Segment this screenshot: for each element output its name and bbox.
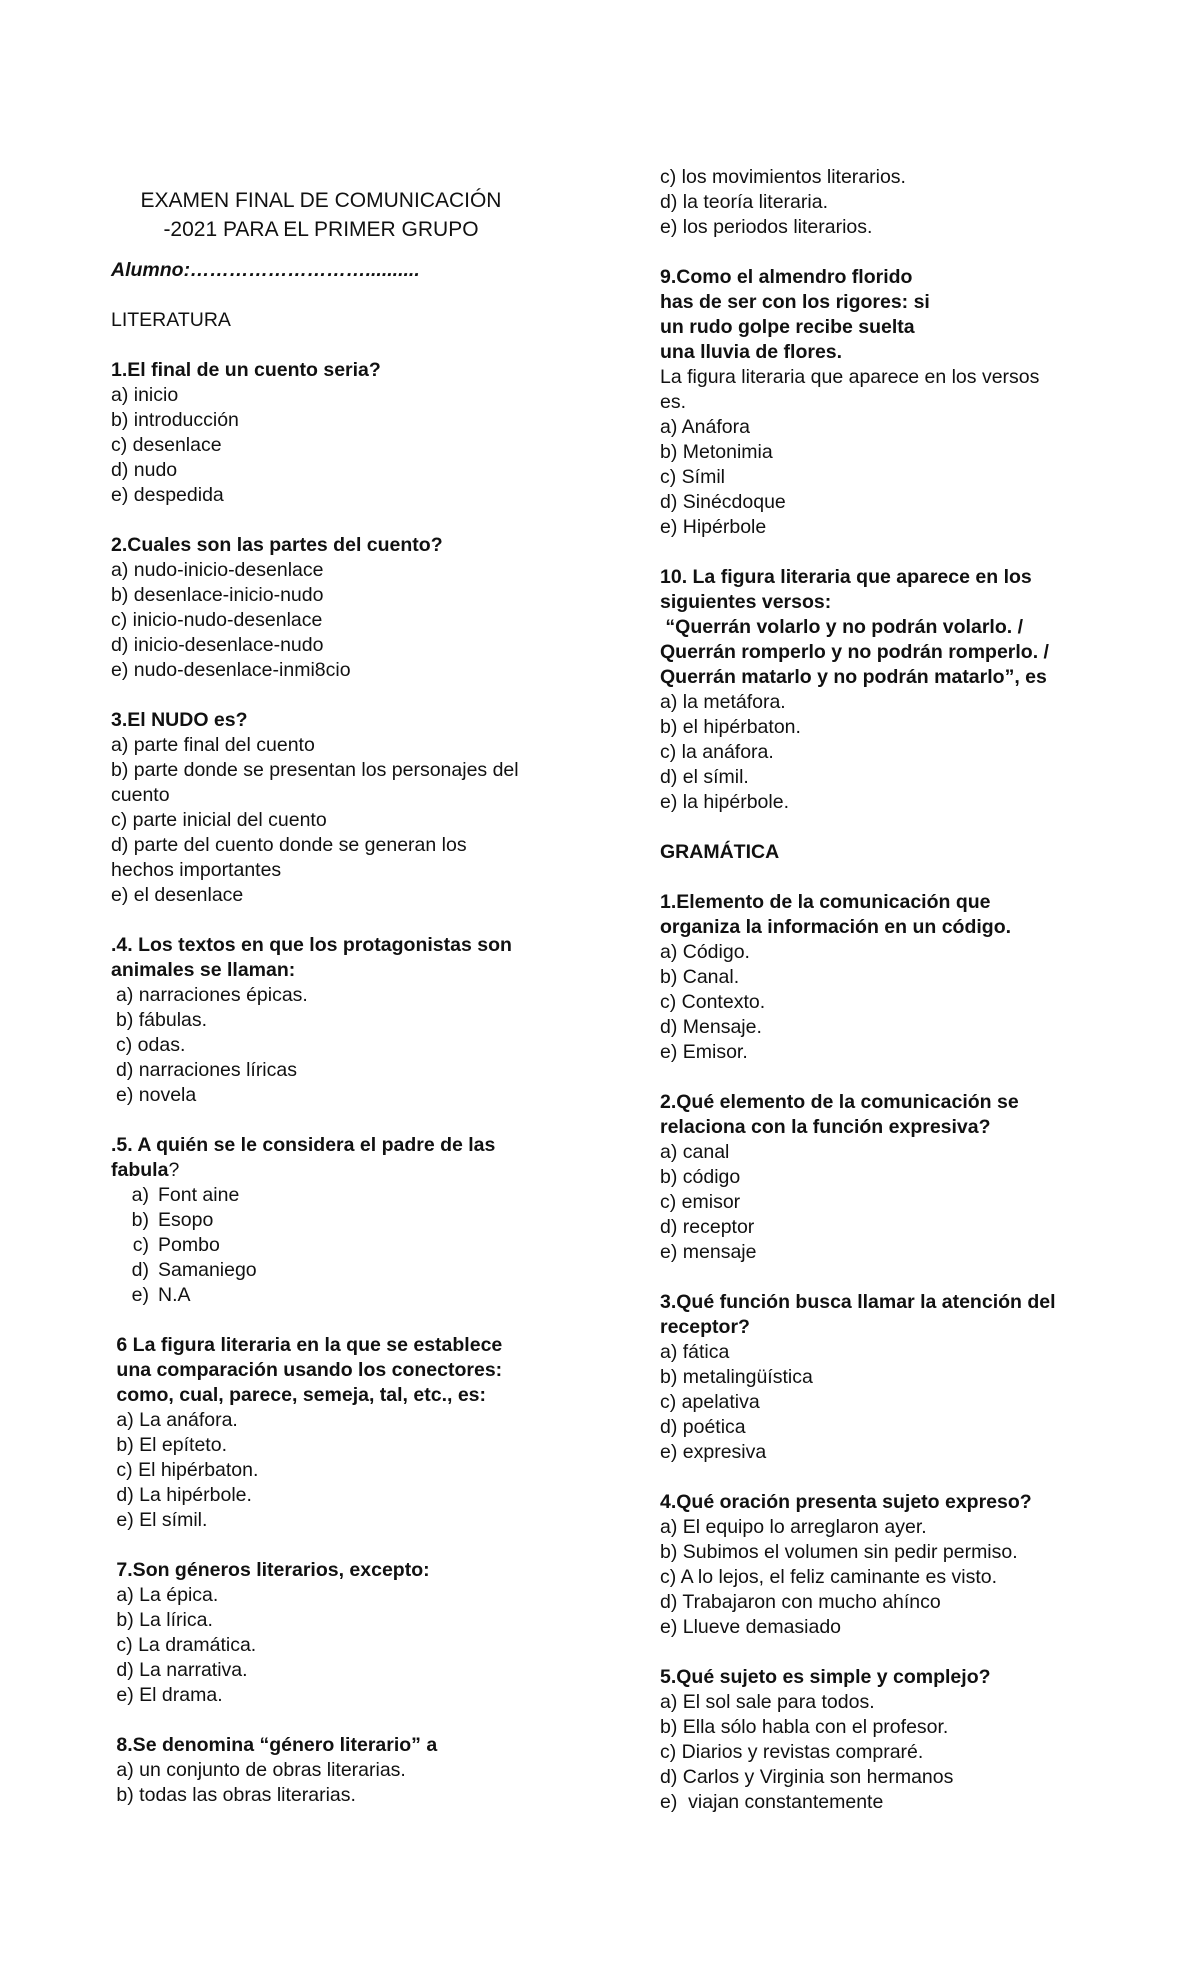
exam-title-line-1: EXAMEN FINAL DE COMUNICACIÓN: [140, 189, 502, 212]
question-lit-5-cont: [111, 1158, 571, 1183]
option: e) Emisor.: [660, 1041, 748, 1063]
question-gram-1-cont: organiza la información en un código.: [660, 916, 1012, 938]
option: c) la anáfora.: [660, 741, 774, 763]
question-lit-5-bold: fabula: [111, 1159, 169, 1181]
option: a) El sol sale para todos.: [660, 1691, 875, 1713]
option: c) parte inicial del cuento: [111, 809, 327, 831]
option: e) nudo-desenlace-inmi8cio: [111, 659, 351, 681]
option: c) Pombo: [132, 1234, 220, 1256]
option: a) inicio: [111, 384, 179, 406]
option: c) Diarios y revistas compraré.: [660, 1741, 924, 1763]
option: c) los movimientos literarios.: [660, 166, 906, 188]
option: b) código: [660, 1166, 741, 1188]
option: b) parte donde se presentan los personajes del: [111, 759, 519, 781]
option: b) desenlace-inicio-nudo: [111, 584, 324, 606]
option: d) Mensaje.: [660, 1016, 762, 1038]
question-lit-4-cont: animales se llaman:: [111, 959, 296, 981]
option: e) viajan constantemente: [660, 1791, 884, 1813]
question-lit-10-verse: Querrán romperlo y no podrán romperlo. /: [660, 641, 1049, 663]
question-gram-3-cont: receptor?: [660, 1316, 750, 1338]
option: c) A lo lejos, el feliz caminante es visto.: [660, 1566, 998, 1588]
option: d) Samaniego: [131, 1259, 257, 1281]
option: c) El hipérbaton.: [111, 1459, 259, 1481]
question-lit-9-verse: un rudo golpe recibe suelta: [660, 316, 915, 338]
question-gram-2: 2.Qué elemento de la comunicación se: [660, 1091, 1019, 1113]
question-gram-4: 4.Qué oración presenta sujeto expreso?: [660, 1491, 1032, 1513]
option: e) el desenlace: [111, 884, 244, 906]
question-lit-9-verse: 9.Como el almendro florido: [660, 266, 913, 288]
option: d) La narrativa.: [111, 1659, 248, 1681]
student-name-field: Alumno:………………………..........: [111, 259, 420, 281]
option-continuation: hechos importantes: [111, 859, 282, 881]
option: c) apelativa: [660, 1391, 760, 1413]
option: b) Subimos el volumen sin pedir permiso.: [660, 1541, 1018, 1563]
question-lit-6: 6 La figura literaria en la que se establece: [111, 1334, 503, 1356]
question-lit-5-tail: ?: [168, 1159, 180, 1181]
option: b) Ella sólo habla con el profesor.: [660, 1716, 949, 1738]
option: a) nudo-inicio-desenlace: [111, 559, 324, 581]
option: c) inicio-nudo-desenlace: [111, 609, 323, 631]
option: d) narraciones líricas: [116, 1059, 297, 1081]
option: b) El epíteto.: [111, 1434, 227, 1456]
option: a) canal: [660, 1141, 730, 1163]
option: b) introducción: [111, 409, 239, 431]
option: c) Símil: [660, 466, 725, 488]
option: b) el hipérbaton.: [660, 716, 801, 738]
option: d) parte del cuento donde se generan los: [111, 834, 467, 856]
question-lit-6-cont: como, cual, parece, semeja, tal, etc., es:: [111, 1384, 487, 1406]
option: e) El símil.: [111, 1509, 208, 1531]
option: a) La anáfora.: [111, 1409, 238, 1431]
option: a) parte final del cuento: [111, 734, 315, 756]
question-lit-9-prompt: es.: [660, 391, 687, 413]
option: d) receptor: [660, 1216, 755, 1238]
option: a) fática: [660, 1341, 730, 1363]
option: d) Carlos y Virginia son hermanos: [660, 1766, 954, 1788]
option: e) la hipérbole.: [660, 791, 789, 813]
option: a) Font aine: [131, 1184, 240, 1206]
question-lit-2: 2.Cuales son las partes del cuento?: [111, 534, 443, 556]
option: b) La lírica.: [111, 1609, 213, 1631]
question-lit-6-cont: una comparación usando los conectores:: [111, 1359, 503, 1381]
question-lit-8: 8.Se denomina “género literario” a: [111, 1734, 438, 1756]
question-lit-9-verse: has de ser con los rigores: si: [660, 291, 930, 313]
question-lit-3: 3.El NUDO es?: [111, 709, 248, 731]
option: d) nudo: [111, 459, 178, 481]
option: b) todas las obras literarias.: [111, 1784, 356, 1806]
option: d) la teoría literaria.: [660, 191, 828, 213]
question-gram-3: 3.Qué función busca llamar la atención del: [660, 1291, 1056, 1313]
question-lit-10: 10. La figura literaria que aparece en los: [660, 566, 1032, 588]
option: e) los periodos literarios.: [660, 216, 873, 238]
right-column: [660, 0, 1110, 1815]
option: b) metalingüística: [660, 1366, 813, 1388]
question-gram-1: 1.Elemento de la comunicación que: [660, 891, 991, 913]
option: d) el símil.: [660, 766, 749, 788]
option: d) Trabajaron con mucho ahínco: [660, 1591, 941, 1613]
question-lit-10-verse: Querrán matarlo y no podrán matarlo”, es: [660, 666, 1047, 688]
question-lit-9-verse: una lluvia de flores.: [660, 341, 843, 363]
option: a) Anáfora: [660, 416, 750, 438]
option: b) Esopo: [131, 1209, 214, 1231]
option: e) N.A: [131, 1284, 191, 1306]
exam-title-line-2: -2021 PARA EL PRIMER GRUPO: [163, 218, 479, 241]
option: a) La épica.: [111, 1584, 219, 1606]
option: c) Contexto.: [660, 991, 766, 1013]
question-lit-10-cont: siguientes versos:: [660, 591, 832, 613]
option: d) Sinécdoque: [660, 491, 786, 513]
option: a) narraciones épicas.: [116, 984, 308, 1006]
left-column: [111, 0, 571, 1808]
option: b) fábulas.: [116, 1009, 208, 1031]
question-lit-1: 1.El final de un cuento seria?: [111, 359, 381, 381]
option: e) despedida: [111, 484, 224, 506]
option: e) El drama.: [111, 1684, 223, 1706]
option: c) odas.: [116, 1034, 186, 1056]
option: e) expresiva: [660, 1441, 767, 1463]
option: b) Canal.: [660, 966, 740, 988]
question-gram-5: 5.Qué sujeto es simple y complejo?: [660, 1666, 991, 1688]
section-heading-gramatica: GRAMÁTICA: [660, 841, 780, 863]
option: e) novela: [116, 1084, 197, 1106]
option: e) mensaje: [660, 1241, 757, 1263]
question-lit-9-prompt: La figura literaria que aparece en los versos: [660, 366, 1040, 388]
option: a) un conjunto de obras literarias.: [111, 1759, 406, 1781]
question-lit-5: .5. A quién se le considera el padre de las: [111, 1134, 496, 1156]
option: a) la metáfora.: [660, 691, 786, 713]
option: c) desenlace: [111, 434, 222, 456]
section-heading-literatura: LITERATURA: [111, 309, 231, 331]
option: a) Código.: [660, 941, 750, 963]
option-continuation: cuento: [111, 784, 170, 806]
option: e) Llueve demasiado: [660, 1616, 842, 1638]
question-lit-10-verse: “Querrán volarlo y no podrán volarlo. /: [660, 616, 1023, 638]
question-lit-7: 7.Son géneros literarios, excepto:: [111, 1559, 430, 1581]
option: d) poética: [660, 1416, 746, 1438]
option: b) Metonimia: [660, 441, 773, 463]
option: d) La hipérbole.: [111, 1484, 252, 1506]
option: a) El equipo lo arreglaron ayer.: [660, 1516, 927, 1538]
option: c) La dramática.: [111, 1634, 257, 1656]
question-lit-4: .4. Los textos en que los protagonistas son: [111, 934, 512, 956]
option: e) Hipérbole: [660, 516, 767, 538]
option: d) inicio-desenlace-nudo: [111, 634, 324, 656]
option: c) emisor: [660, 1191, 741, 1213]
question-gram-2-cont: relaciona con la función expresiva?: [660, 1116, 991, 1138]
